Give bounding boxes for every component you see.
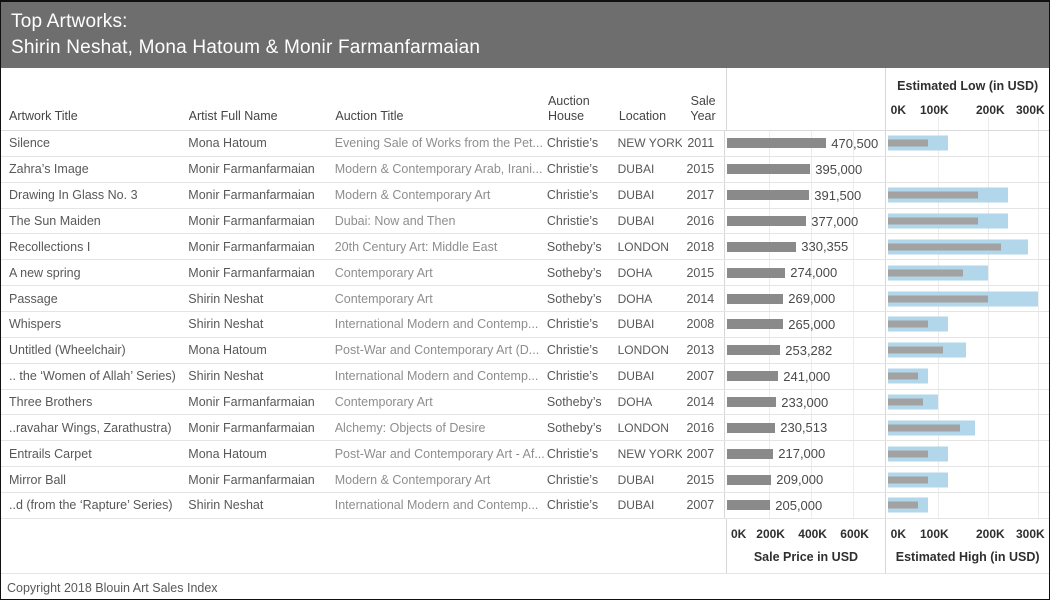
estimated-high-axis xyxy=(885,519,1049,573)
est-low-tick-300k: 300K xyxy=(1015,103,1045,117)
estimate-cell xyxy=(885,260,1049,285)
sale-tick-600k: 600K xyxy=(840,527,869,541)
sale-price-bar[interactable] xyxy=(727,449,773,459)
auction-house-cell: Christie’s xyxy=(546,162,599,177)
sale-tick-200k: 200K xyxy=(756,527,785,541)
sale-price-cell xyxy=(724,260,884,285)
sale-price-bar[interactable] xyxy=(727,294,783,304)
auction-title-cell: Contemporary Art xyxy=(334,265,433,280)
sale-year-cell: 2017 xyxy=(686,188,715,203)
col-header-auction-house: Auction House xyxy=(547,94,590,123)
sale-price-value: 274,000 xyxy=(790,265,838,281)
artist-name-cell: Monir Farmanfarmaian xyxy=(188,162,315,177)
sale-price-value: 265,000 xyxy=(788,316,836,332)
gridline-stub xyxy=(886,117,1049,130)
auction-house-cell: Christie’s xyxy=(546,136,599,151)
location-cell: LONDON xyxy=(617,343,669,358)
sale-price-bar[interactable] xyxy=(727,268,785,278)
auction-title-cell: International Modern and Contemp... xyxy=(334,369,539,384)
estimate-cell xyxy=(885,493,1049,518)
estimate-cell xyxy=(885,312,1049,337)
artist-name-cell: Mona Hatoum xyxy=(188,136,267,151)
artwork-title-cell: The Sun Maiden xyxy=(9,214,101,228)
artwork-title-cell: Whispers xyxy=(9,317,62,332)
estimated-low-bar[interactable] xyxy=(888,243,1001,250)
location-cell: NEW YORK xyxy=(617,136,683,151)
col-header-auction-title: Auction Title xyxy=(335,109,404,123)
auction-house-cell: Christie’s xyxy=(546,369,599,384)
estimated-low-bar[interactable] xyxy=(888,192,978,199)
artist-name-cell: Mona Hatoum xyxy=(188,446,267,461)
estimate-cell xyxy=(885,415,1049,440)
location-cell: DUBAI xyxy=(617,369,655,384)
sale-price-cell xyxy=(724,441,884,466)
sale-price-bar[interactable] xyxy=(727,397,776,407)
table-row[interactable] xyxy=(1,157,1049,183)
table-row[interactable] xyxy=(1,467,1049,493)
artist-name-cell: Shirin Neshat xyxy=(188,498,264,513)
sale-price-cell xyxy=(724,338,884,363)
auction-house-cell: Christie’s xyxy=(546,472,599,487)
est-low-tick-200k: 200K xyxy=(975,103,1005,117)
table-row[interactable] xyxy=(1,312,1049,338)
sale-price-axis-title: Sale Price in USD xyxy=(753,550,859,564)
col-header-location: Location xyxy=(618,109,667,123)
est-low-tick-100k: 100K xyxy=(919,103,949,117)
estimated-low-bar[interactable] xyxy=(888,269,963,276)
table-row[interactable] xyxy=(1,390,1049,416)
estimate-cell xyxy=(885,338,1049,363)
sale-price-value: 391,500 xyxy=(814,187,862,203)
artist-name-cell: Monir Farmanfarmaian xyxy=(188,420,315,435)
artwork-title-cell: Three Brothers xyxy=(9,395,93,410)
estimated-low-bar[interactable] xyxy=(888,450,928,457)
location-cell: DOHA xyxy=(617,291,653,306)
auction-title-cell: Modern & Contemporary Arab, Irani... xyxy=(334,162,543,177)
table-row[interactable] xyxy=(1,364,1049,390)
location-cell: DUBAI xyxy=(617,188,655,203)
sale-tick-0k: 0K xyxy=(730,527,747,541)
location-cell: DUBAI xyxy=(617,162,655,177)
artist-name-cell: Shirin Neshat xyxy=(188,369,264,384)
column-header-row xyxy=(1,68,1049,131)
axis-spacer xyxy=(1,519,726,573)
sale-year-cell: 2008 xyxy=(686,317,715,332)
estimated-high-axis-title: Estimated High (in USD) xyxy=(895,550,1040,564)
estimate-cell xyxy=(885,441,1049,466)
artwork-title-cell: .. the ‘Women of Allah’ Series) xyxy=(9,369,176,384)
artist-name-cell: Monir Farmanfarmaian xyxy=(188,239,315,254)
sale-price-value: 209,000 xyxy=(776,472,824,488)
sale-price-value: 205,000 xyxy=(775,497,823,513)
estimate-cell xyxy=(885,183,1049,208)
estimated-low-bar[interactable] xyxy=(888,347,943,354)
sale-price-cell xyxy=(724,390,884,415)
artwork-title-cell: Passage xyxy=(9,291,58,306)
sale-price-cell xyxy=(724,467,884,492)
auction-title-cell: Post-War and Contemporary Art - Af... xyxy=(334,446,545,461)
auction-house-cell: Christie’s xyxy=(546,343,599,358)
sale-price-cell xyxy=(724,286,884,311)
sale-price-value: 269,000 xyxy=(788,291,836,307)
sale-year-cell: 2015 xyxy=(686,162,715,177)
sale-price-axis xyxy=(726,519,886,573)
location-cell: LONDON xyxy=(617,420,669,435)
page-title-line2: Shirin Neshat, Mona Hatoum & Monir Farmanfarmaian xyxy=(11,37,481,58)
sale-price-cell xyxy=(724,157,884,182)
sale-price-value: 395,000 xyxy=(815,161,863,177)
est-low-tick-0k: 0K xyxy=(890,103,906,117)
auction-title-cell: Alchemy: Objects of Desire xyxy=(334,420,486,435)
auction-title-cell: Modern & Contemporary Art xyxy=(334,188,491,203)
estimated-low-bar[interactable] xyxy=(888,476,928,483)
estimate-cell xyxy=(885,234,1049,259)
estimated-low-axis-header xyxy=(885,68,1049,130)
sale-year-cell: 2007 xyxy=(686,498,715,513)
sale-price-bar[interactable] xyxy=(727,319,783,329)
auction-title-cell: Evening Sale of Works from the Pet... xyxy=(334,136,543,151)
table-row[interactable] xyxy=(1,131,1049,157)
sale-price-cell xyxy=(724,234,884,259)
auction-house-cell: Sotheby’s xyxy=(546,239,602,254)
col-header-artwork-title: Artwork Title xyxy=(9,109,78,123)
estimated-low-bar[interactable] xyxy=(888,321,928,328)
sale-price-value: 377,000 xyxy=(811,213,859,229)
sale-year-cell: 2016 xyxy=(686,214,715,228)
estimated-low-bar[interactable] xyxy=(888,502,918,509)
artwork-title-cell: Recollections I xyxy=(9,239,91,254)
estimate-cell xyxy=(885,209,1049,234)
sale-price-value: 233,000 xyxy=(781,394,829,410)
sale-price-bar[interactable] xyxy=(727,475,771,485)
auction-title-cell: Contemporary Art xyxy=(334,291,433,306)
est-high-tick-200k: 200K xyxy=(975,527,1005,541)
auction-house-cell: Christie’s xyxy=(546,498,599,513)
auction-house-cell: Christie’s xyxy=(546,214,599,228)
artist-name-cell: Monir Farmanfarmaian xyxy=(188,395,315,410)
estimate-cell xyxy=(885,286,1049,311)
location-cell: DOHA xyxy=(617,265,653,280)
estimated-low-bar[interactable] xyxy=(888,295,988,302)
artwork-title-cell: A new spring xyxy=(9,265,81,280)
artist-name-cell: Shirin Neshat xyxy=(188,317,264,332)
sale-year-cell: 2013 xyxy=(686,343,715,358)
estimate-cell xyxy=(885,390,1049,415)
auction-house-cell: Christie’s xyxy=(546,317,599,332)
auction-house-cell: Christie’s xyxy=(546,188,599,203)
estimate-cell xyxy=(885,467,1049,492)
artist-name-cell: Monir Farmanfarmaian xyxy=(188,188,315,203)
sale-price-bar[interactable] xyxy=(727,190,809,200)
auction-house-cell: Sotheby’s xyxy=(546,265,602,280)
artwork-title-cell: ..ravahar Wings, Zarathustra) xyxy=(9,420,172,435)
table-row[interactable] xyxy=(1,493,1049,519)
auction-title-cell: Modern & Contemporary Art xyxy=(334,472,491,487)
sale-year-cell: 2016 xyxy=(686,420,715,435)
estimated-low-bar[interactable] xyxy=(888,218,978,225)
axis-row xyxy=(1,519,1049,573)
estimate-cell xyxy=(885,131,1049,156)
auction-title-cell: 20th Century Art: Middle East xyxy=(334,239,498,254)
copyright-text: Copyright 2018 Blouin Art Sales Index xyxy=(1,573,1049,599)
location-cell: DUBAI xyxy=(617,317,655,332)
est-high-tick-0k: 0K xyxy=(890,527,906,541)
auction-title-cell: International Modern and Contemp... xyxy=(334,498,539,513)
sale-price-value: 253,282 xyxy=(785,342,833,358)
location-cell: DUBAI xyxy=(617,472,655,487)
table-row[interactable] xyxy=(1,183,1049,209)
location-cell: DUBAI xyxy=(617,214,655,228)
location-cell: DOHA xyxy=(617,395,653,410)
sale-price-cell xyxy=(724,312,884,337)
table-row[interactable] xyxy=(1,286,1049,312)
sale-price-cell xyxy=(724,415,884,440)
estimate-cell xyxy=(885,157,1049,182)
est-high-tick-100k: 100K xyxy=(919,527,949,541)
sale-year-cell: 2011 xyxy=(687,136,715,151)
est-high-tick-300k: 300K xyxy=(1015,527,1045,541)
col-header-sale-year: Sale Year xyxy=(690,94,716,123)
sale-price-value: 217,000 xyxy=(778,446,826,462)
page-title-line1: Top Artworks: xyxy=(11,11,128,32)
sale-tick-400k: 400K xyxy=(798,527,827,541)
title-bar xyxy=(1,2,1049,68)
table-row[interactable] xyxy=(1,441,1049,467)
sale-year-cell: 2007 xyxy=(686,369,715,384)
table-row[interactable] xyxy=(1,209,1049,235)
sale-price-cell xyxy=(724,364,884,389)
auction-title-cell: Contemporary Art xyxy=(334,395,433,410)
sale-price-cell xyxy=(724,209,884,234)
table-row[interactable] xyxy=(1,415,1049,441)
auction-house-cell: Sotheby’s xyxy=(546,291,602,306)
artwork-title-cell: Untitled (Wheelchair) xyxy=(9,343,126,358)
location-cell: LONDON xyxy=(617,239,669,254)
table-row[interactable] xyxy=(1,260,1049,286)
auction-title-cell: Post-War and Contemporary Art (D... xyxy=(334,343,540,358)
auction-title-cell: Dubai: Now and Then xyxy=(334,214,456,228)
sale-price-bar[interactable] xyxy=(727,164,810,174)
location-cell: DUBAI xyxy=(617,498,655,513)
artwork-title-cell: Zahra’s Image xyxy=(9,162,89,177)
location-cell: NEW YORK xyxy=(617,446,683,461)
sale-price-bar[interactable] xyxy=(727,216,806,226)
table-row[interactable] xyxy=(1,234,1049,260)
sale-price-bar[interactable] xyxy=(727,371,778,381)
artwork-title-cell: Entrails Carpet xyxy=(9,446,92,461)
sale-year-cell: 2015 xyxy=(686,472,715,487)
artist-name-cell: Monir Farmanfarmaian xyxy=(188,214,315,228)
sale-price-bar[interactable] xyxy=(727,138,826,148)
sale-year-cell: 2014 xyxy=(686,291,715,306)
sale-price-bar[interactable] xyxy=(727,345,780,355)
sale-year-cell: 2018 xyxy=(686,239,715,254)
sale-price-header-spacer xyxy=(726,68,886,130)
sale-price-cell xyxy=(724,493,884,518)
sale-year-cell: 2007 xyxy=(686,446,715,461)
artwork-title-cell: Drawing In Glass No. 3 xyxy=(9,188,138,203)
table-body xyxy=(1,131,1049,519)
artist-name-cell: Monir Farmanfarmaian xyxy=(188,265,315,280)
sale-price-value: 230,513 xyxy=(780,420,828,436)
sale-price-bar[interactable] xyxy=(727,500,770,510)
artist-name-cell: Mona Hatoum xyxy=(188,343,267,358)
artist-name-cell: Monir Farmanfarmaian xyxy=(188,472,315,487)
artist-name-cell: Shirin Neshat xyxy=(188,291,264,306)
auction-house-cell: Sotheby’s xyxy=(546,395,602,410)
auction-house-cell: Christie’s xyxy=(546,446,599,461)
sale-year-cell: 2014 xyxy=(686,395,715,410)
sale-price-bar[interactable] xyxy=(727,242,796,252)
estimate-cell xyxy=(885,364,1049,389)
sale-price-value: 330,355 xyxy=(801,239,849,255)
artwork-title-cell: Mirror Ball xyxy=(9,472,66,487)
sale-price-cell xyxy=(724,131,884,156)
sale-price-value: 241,000 xyxy=(783,368,831,384)
sale-price-value: 470,500 xyxy=(831,135,879,151)
estimated-low-bar[interactable] xyxy=(888,140,928,147)
estimated-low-bar[interactable] xyxy=(888,424,960,431)
artwork-title-cell: Silence xyxy=(9,136,50,151)
col-header-artist: Artist Full Name xyxy=(188,109,278,123)
sale-year-cell: 2015 xyxy=(686,265,715,280)
table-row[interactable] xyxy=(1,338,1049,364)
artwork-title-cell: ..d (from the ‘Rapture’ Series) xyxy=(9,498,173,513)
estimated-low-axis-title: Estimated Low (in USD) xyxy=(897,79,1039,93)
estimated-low-bar[interactable] xyxy=(888,399,923,406)
sale-price-cell xyxy=(724,183,884,208)
auction-title-cell: International Modern and Contemp... xyxy=(334,317,539,332)
estimated-low-bar[interactable] xyxy=(888,373,918,380)
sale-price-bar[interactable] xyxy=(727,423,775,433)
auction-house-cell: Sotheby’s xyxy=(546,420,602,435)
